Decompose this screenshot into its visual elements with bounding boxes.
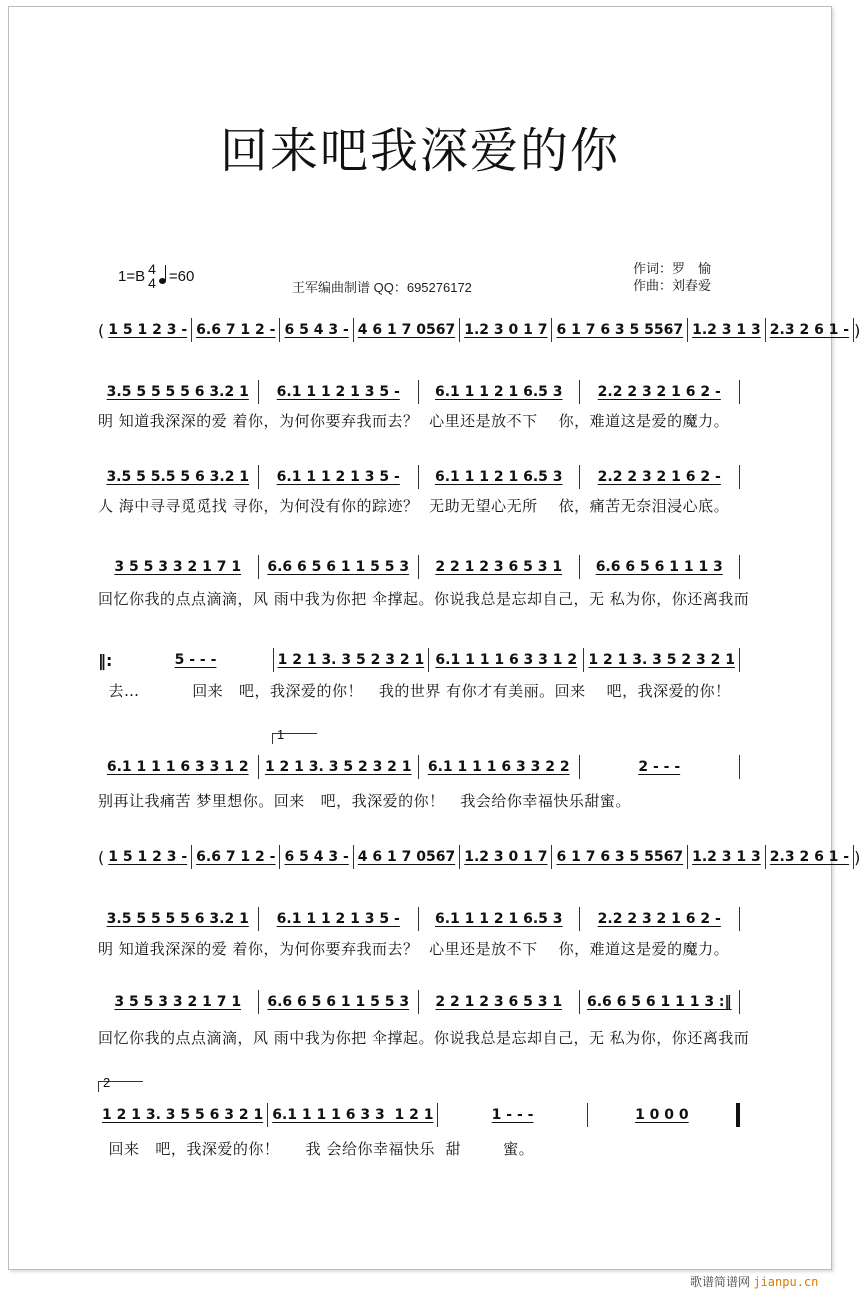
measure-notes: 2.2 2 3 2 1 6 2 - <box>597 469 721 485</box>
measure-notes: 1.2 3 1 3 <box>692 849 761 865</box>
measure <box>98 990 259 1014</box>
measure <box>259 755 420 779</box>
measure <box>688 845 766 869</box>
measure <box>280 318 353 342</box>
measure-notes: 2.3 2 6 1 - <box>769 322 850 338</box>
measure-notes: 1 2 1 3. 3 5 5 6 3 2 1 <box>102 1107 264 1123</box>
measure <box>552 845 688 869</box>
measure <box>584 648 740 672</box>
measure-notes: 6.6 7 1 2 - <box>196 849 276 865</box>
measure-notes: 1 2 1 3. 3 5 2 3 2 1 <box>264 759 412 775</box>
measure <box>580 555 741 579</box>
measure <box>419 755 580 779</box>
measure <box>588 1103 740 1127</box>
measure-notes: 6 5 4 3 - <box>284 322 349 338</box>
measure <box>429 648 584 672</box>
measure <box>580 380 741 404</box>
measure <box>766 845 854 869</box>
lyrics-line: 回来 吧，我深爱的你！ 我 会给你幸福快乐 甜 蜜。 <box>98 1140 535 1158</box>
measure <box>98 755 259 779</box>
lyrics-line: 回忆你我的点点滴滴，风 雨中我为你把 伞撑起。你说我总是忘却自己，无 私为你，你还离我而 <box>98 1029 750 1047</box>
lyrics-line: 别再让我痛苦 梦里想你。回来 吧，我深爱的你！ 我会给你幸福快乐甜蜜。 <box>98 792 631 810</box>
measure-notes: 6.6 6 5 6 1 1 5 5 3 <box>267 994 410 1010</box>
measure-notes: 3 5 5 3 3 2 1 7 1 <box>114 559 242 575</box>
lyrics-line: 去… 回来 吧，我深爱的你！ 我的世界 有你才有美丽。回来 吧，我深爱的你！ <box>98 682 731 700</box>
measure-notes: 3 5 5 3 3 2 1 7 1 <box>114 994 242 1010</box>
measure <box>274 648 430 672</box>
lyrics-line: 明 知道我深深的爱 着你，为何你要弃我而去？ 心里还是放不下 你，难道这是爱的魔力。 <box>98 940 730 958</box>
measure-notes: 1 2 1 3. 3 5 2 3 2 1 <box>277 652 425 668</box>
measure <box>259 907 420 931</box>
staff-line <box>98 907 740 931</box>
measure-notes: 1 5 1 2 3 - <box>108 322 188 338</box>
time-top: 4 <box>148 261 156 277</box>
measure-notes: 6.1 1 1 1 6 3 3 1 2 <box>106 759 249 775</box>
measure <box>259 990 420 1014</box>
time-bottom: 4 <box>148 275 156 291</box>
measure <box>766 318 854 342</box>
measure <box>192 845 280 869</box>
measure-notes: 4 6 1 7 0567 <box>357 849 456 865</box>
measure-notes: 3.5 5 5.5 5 6 3.2 1 <box>106 469 250 485</box>
song-title: 回来吧我深爱的你 <box>219 123 620 179</box>
staff-line <box>98 1103 740 1127</box>
measure <box>192 318 280 342</box>
measure <box>419 465 580 489</box>
measure <box>98 907 259 931</box>
measure <box>580 990 741 1014</box>
measure <box>98 1103 268 1127</box>
volta-bracket: 2 <box>98 1081 143 1092</box>
measure-notes: 1.2 3 0 1 7 <box>464 849 548 865</box>
paren-close: ) <box>854 320 860 340</box>
paren-close: ) <box>854 847 860 867</box>
measure <box>98 555 259 579</box>
measure <box>354 318 460 342</box>
measure <box>104 318 192 342</box>
measure <box>460 318 552 342</box>
measure <box>419 907 580 931</box>
measure-notes: 6 5 4 3 - <box>284 849 349 865</box>
tempo: =60 <box>168 267 195 285</box>
staff-line <box>98 755 740 779</box>
measure-notes: 2.3 2 6 1 - <box>769 849 850 865</box>
quarter-note-icon <box>159 278 166 284</box>
measure <box>98 465 259 489</box>
measure <box>354 845 460 869</box>
measure <box>118 648 273 672</box>
measure-notes: 5 - - - <box>174 652 217 668</box>
measure-notes: 6 1 7 6 3 5 5567 <box>556 322 684 338</box>
measure-notes: 6.6 6 5 6 1 1 1 3 :‖ <box>586 994 732 1010</box>
measure-notes: 1 2 1 3. 3 5 2 3 2 1 <box>588 652 735 668</box>
measure <box>580 907 741 931</box>
measure-notes: 6.1 1 1 1 6 3 3 2 2 <box>427 759 570 775</box>
measure <box>580 755 741 779</box>
measure <box>438 1103 587 1127</box>
measure-notes: 6.1 1 1 1 6 3 3 1 2 <box>435 652 578 668</box>
staff-line <box>98 555 740 579</box>
measure-notes: 3.5 5 5 5 5 6 3.2 1 <box>106 911 249 927</box>
measure <box>98 380 259 404</box>
time-signature <box>148 262 156 290</box>
measure-notes: 2 2 1 2 3 6 5 3 1 <box>435 559 563 575</box>
measure <box>580 465 741 489</box>
measure-notes: 6.1 1 1 2 1 6.5 3 <box>434 384 563 400</box>
measure <box>259 380 420 404</box>
measure-notes: 6.1 1 1 2 1 6.5 3 <box>434 469 563 485</box>
staff-line <box>98 318 860 342</box>
measure-notes: 1 - - - <box>491 1107 534 1123</box>
key-signature <box>118 262 194 290</box>
measure <box>104 845 192 869</box>
repeat-start: ‖: <box>98 650 113 670</box>
measure <box>268 1103 438 1127</box>
watermark-url: jianpu.cn <box>753 1275 819 1289</box>
credits <box>633 260 711 294</box>
lyrics-line: 回忆你我的点点滴滴，风 雨中我为你把 伞撑起。你说我总是忘却自己，无 私为你，你还离我而 <box>98 590 750 608</box>
paren-open: ( <box>98 320 105 340</box>
measure <box>460 845 552 869</box>
measure <box>419 555 580 579</box>
measure-notes: 2 - - - <box>638 759 681 775</box>
measure <box>280 845 353 869</box>
volta-bracket: 1 <box>272 733 317 744</box>
key-label: 1=B <box>118 267 146 285</box>
staff-line <box>98 380 740 404</box>
staff-line <box>98 648 740 672</box>
composer: 作曲：刘春爱 <box>633 278 712 293</box>
lyrics-line: 明 知道我深深的爱 着你，为何你要弃我而去？ 心里还是放不下 你，难道这是爱的魔力。 <box>98 412 730 430</box>
staff-line <box>98 990 740 1014</box>
measure-notes: 6.1 1 1 2 1 3 5 - <box>276 911 400 927</box>
measure-notes: 4 6 1 7 0567 <box>357 322 456 338</box>
measure-notes: 2 2 1 2 3 6 5 3 1 <box>435 994 563 1010</box>
arranger-info: 王军编曲制谱 QQ：695276172 <box>292 280 472 295</box>
measure <box>419 990 580 1014</box>
measure-notes: 3.5 5 5 5 5 6 3.2 1 <box>106 384 249 400</box>
measure <box>419 380 580 404</box>
lyricist: 作词：罗 愉 <box>633 261 712 276</box>
measure <box>688 318 766 342</box>
measure-notes: 6.1 1 1 2 1 3 5 - <box>276 469 400 485</box>
staff-line <box>98 845 860 869</box>
measure-notes: 1 0 0 0 <box>635 1107 689 1123</box>
measure <box>259 555 420 579</box>
staff-line <box>98 465 740 489</box>
watermark-cn: 歌谱简谱网 <box>690 1275 751 1289</box>
measure-notes: 1 5 1 2 3 - <box>108 849 188 865</box>
measure-notes: 1.2 3 0 1 7 <box>464 322 548 338</box>
measure-notes: 2.2 2 3 2 1 6 2 - <box>597 384 721 400</box>
paren-open: ( <box>98 847 105 867</box>
measure-notes: 6.6 7 1 2 - <box>196 322 276 338</box>
measure-notes: 1.2 3 1 3 <box>692 322 761 338</box>
measure-notes: 6.1 1 1 2 1 6.5 3 <box>434 911 563 927</box>
measure-notes: 6.1 1 1 1 6 3 3 1 2 1 <box>272 1107 434 1123</box>
lyrics-line: 人 海中寻寻觅觅找 寻你，为何没有你的踪迹？ 无助无望心无所 依，痛苦无奈泪浸心底。 <box>98 497 730 515</box>
measure-notes: 6 1 7 6 3 5 5567 <box>556 849 684 865</box>
measure-notes: 6.1 1 1 2 1 3 5 - <box>276 384 400 400</box>
watermark <box>690 1273 818 1290</box>
measure <box>552 318 688 342</box>
measure-notes: 6.6 6 5 6 1 1 5 5 3 <box>267 559 410 575</box>
measure-notes: 6.6 6 5 6 1 1 1 3 <box>595 559 723 575</box>
measure-notes: 2.2 2 3 2 1 6 2 - <box>597 911 721 927</box>
measure <box>259 465 420 489</box>
